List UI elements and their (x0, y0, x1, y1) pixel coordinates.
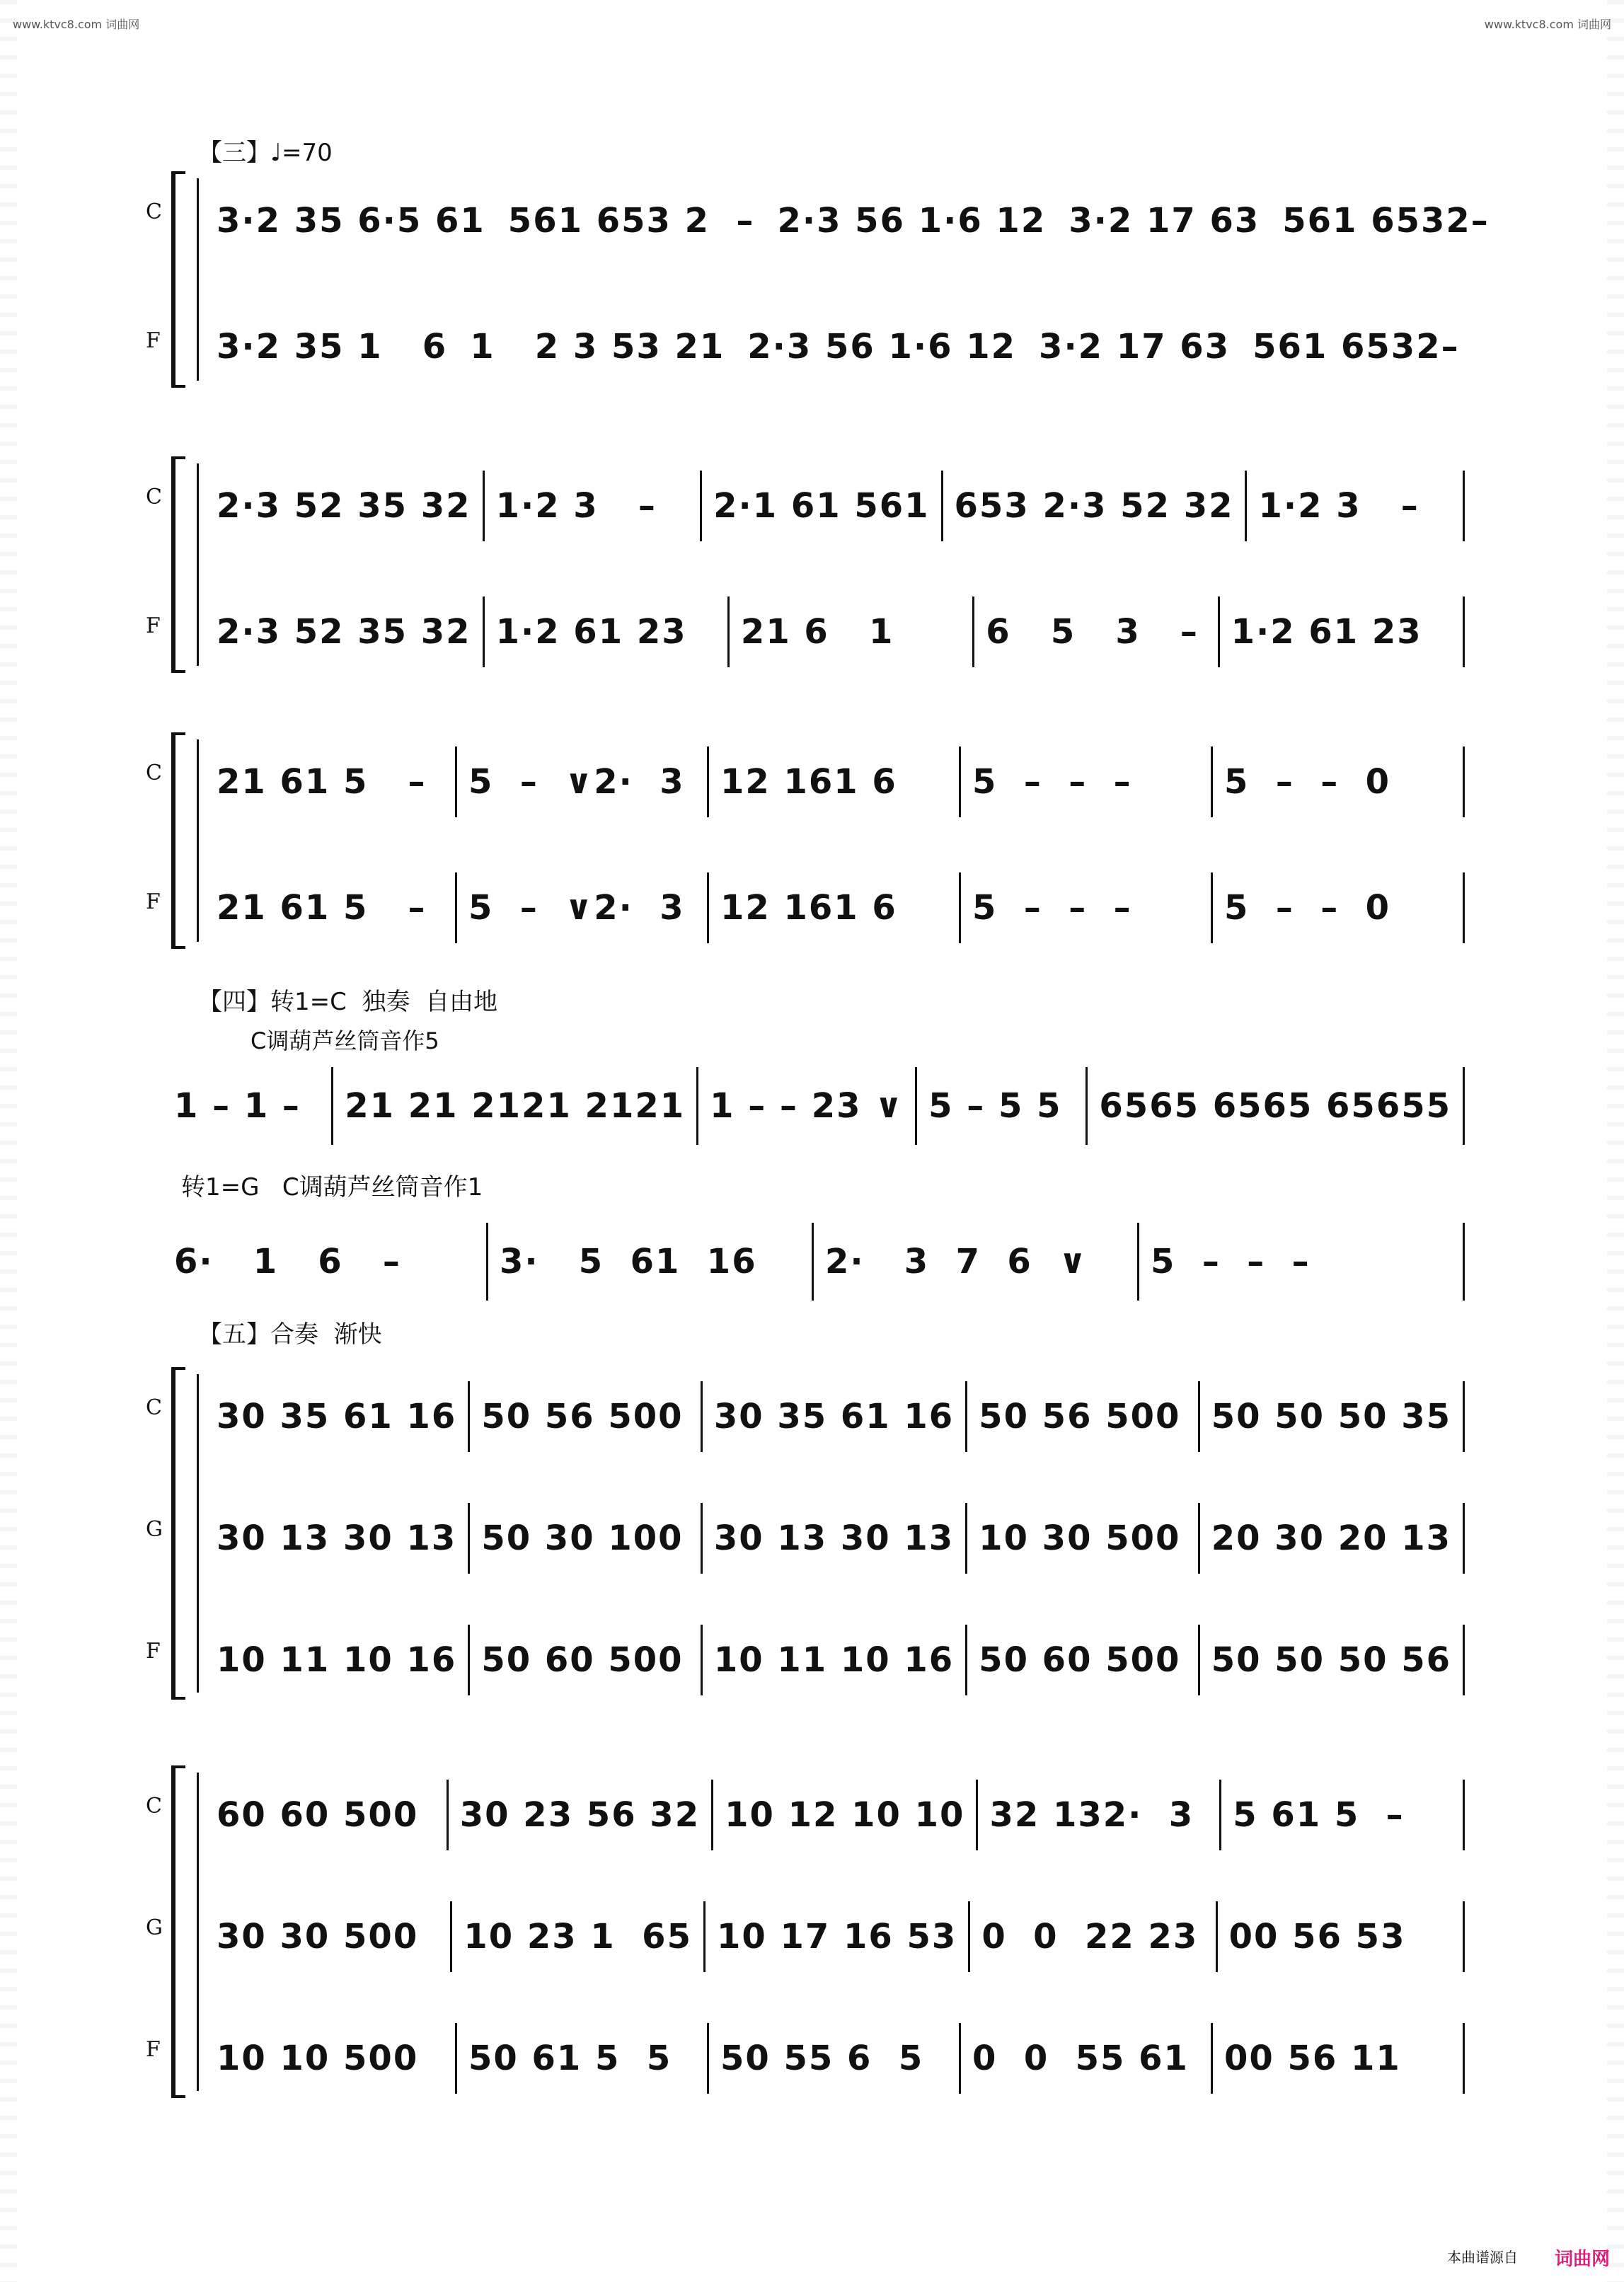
barline (1463, 872, 1465, 943)
instrument-label: C (146, 485, 162, 509)
measure: 21 61 5 – (217, 888, 427, 928)
measure: 3·2 35 6·5 61 (217, 201, 485, 241)
measure: 1 – – 23 ∨ (710, 1086, 904, 1126)
barline (1463, 1901, 1465, 1972)
measure: 00 56 53 (1228, 1917, 1406, 1957)
key-change-label: 转1=G C调葫芦丝筒音作1 (181, 1173, 483, 1201)
measure: 2·3 56 1·6 12 (747, 327, 1017, 367)
measure: 30 23 56 32 (459, 1795, 701, 1835)
measure: 50 50 50 56 (1211, 1640, 1452, 1680)
measure: 2·3 52 35 32 (217, 612, 471, 652)
left-watermark-strip (0, 0, 17, 2282)
footer-logo: 词曲网 (1554, 2249, 1610, 2270)
barline (1463, 597, 1465, 667)
measure: 2·3 52 35 32 (217, 486, 471, 526)
measure: 5 – ∨2· 3 (468, 888, 685, 928)
measure: 12 161 6 (720, 888, 897, 928)
measure: 50 56 500 (979, 1397, 1181, 1436)
system-brace (171, 171, 185, 388)
staff-g (205, 1901, 1465, 1972)
score-system-3 (142, 732, 1465, 949)
staff-solo (163, 1067, 1465, 1145)
barline (1463, 747, 1465, 817)
measure: 5 – – – (972, 762, 1132, 802)
instrument-label: F (146, 2037, 161, 2062)
system-brace (171, 732, 185, 949)
system-line (197, 1773, 199, 2091)
barline (1463, 1503, 1465, 1574)
measure: 10 17 16 53 (716, 1917, 957, 1957)
measure: 6· 1 6 – (174, 1242, 401, 1281)
measure: 2·3 56 1·6 12 (777, 201, 1047, 241)
staff-c (205, 1780, 1465, 1850)
staff-c (205, 185, 1490, 256)
measure: 653 2·3 52 32 (954, 486, 1234, 526)
measure: 10 10 500 (217, 2039, 419, 2078)
score-system-4 (142, 1367, 1465, 1700)
system-line (197, 178, 199, 381)
measure: 30 35 61 16 (217, 1397, 457, 1436)
measure: 50 56 500 (481, 1397, 684, 1436)
section-label-4: 【四】转1=C 独奏 自由地 (198, 988, 498, 1016)
measure: 21 6 1 (740, 612, 894, 652)
barline (1463, 471, 1465, 541)
staff-f (205, 1625, 1465, 1695)
footer-source-text: 本曲谱源自 (1447, 2249, 1518, 2266)
staff-c (205, 747, 1465, 817)
measure: 32 132· 3 (989, 1795, 1194, 1835)
staff-c (205, 471, 1465, 541)
barline (1463, 1625, 1465, 1695)
measure: 20 30 20 13 (1211, 1519, 1452, 1558)
measure: 50 50 50 35 (1211, 1397, 1452, 1436)
instrument-label: F (146, 1639, 161, 1664)
score-system-solo-1 (142, 1067, 1465, 1145)
instrument-label: G (146, 1915, 163, 1940)
system-line (197, 1374, 199, 1693)
measure: 6565 6565 65655 (1099, 1086, 1452, 1126)
measure: 30 30 500 (217, 1917, 419, 1957)
system-brace (171, 1367, 185, 1700)
score-system-5 (142, 1765, 1465, 2098)
measure: 10 11 10 16 (713, 1640, 955, 1680)
measure: 6 5 3 – (986, 612, 1199, 652)
measure: 10 23 1 65 (463, 1917, 692, 1957)
section-label-5: 【五】合奏 渐快 (198, 1320, 382, 1349)
instrument-label: G (146, 1517, 163, 1542)
measure: 10 11 10 16 (217, 1640, 457, 1680)
measure: 30 13 30 13 (713, 1519, 955, 1558)
instrument-label: F (146, 889, 161, 914)
section-label-3: 【三】♩=70 (198, 139, 333, 167)
barline (1463, 2023, 1465, 2094)
measure: 50 55 6 5 (720, 2039, 924, 2078)
measure: 1·2 3 – (495, 486, 657, 526)
measure: 3·2 17 63 (1039, 327, 1231, 367)
barline (1463, 1780, 1465, 1850)
barline (1463, 1381, 1465, 1452)
measure: 60 60 500 (217, 1795, 419, 1835)
measure: 1 – 1 – (174, 1086, 301, 1126)
system-line (197, 463, 199, 666)
right-watermark-strip (1607, 0, 1624, 2282)
measure: 21 21 2121 2121 (345, 1086, 686, 1126)
measure: 3·2 17 63 (1069, 201, 1260, 241)
instrument-label: C (146, 1395, 162, 1420)
staff-f (205, 311, 1465, 382)
score-system-solo-2 (142, 1223, 1465, 1301)
measure: 50 61 5 5 (468, 2039, 672, 2078)
measure: 21 61 5 – (217, 762, 427, 802)
staff-g (205, 1503, 1465, 1574)
measure: 5 61 5 – (1233, 1795, 1405, 1835)
staff-solo (163, 1223, 1465, 1301)
measure: 50 30 100 (481, 1519, 684, 1558)
measure: 561 653 2 – (507, 201, 755, 241)
system-brace (171, 1765, 185, 2098)
system-brace (171, 456, 185, 673)
measure: 5 – 5 5 (928, 1086, 1062, 1126)
system-line (197, 739, 199, 942)
measure: 3· 5 61 16 (500, 1242, 757, 1281)
measure: 10 12 10 10 (725, 1795, 965, 1835)
measure: 00 56 11 (1224, 2039, 1401, 2078)
score-system-1 (142, 171, 1490, 388)
header-site-left: www.ktvc8.com 词曲网 (13, 18, 140, 31)
measure: 3·2 35 1 6 (217, 327, 448, 367)
instrument-label: C (146, 1794, 162, 1819)
measure: 12 161 6 (720, 762, 897, 802)
staff-f (205, 872, 1465, 943)
measure: 1·2 61 23 (495, 612, 687, 652)
staff-f (205, 2023, 1465, 2094)
measure: 5 – – – (1151, 1242, 1311, 1281)
measure: 10 30 500 (979, 1519, 1181, 1558)
section-sub-label: C调葫芦丝筒音作5 (250, 1027, 439, 1054)
measure: 30 13 30 13 (217, 1519, 457, 1558)
measure: 2·1 61 561 (713, 486, 930, 526)
instrument-label: C (146, 761, 162, 785)
measure: 0 0 55 61 (972, 2039, 1189, 2078)
measure: 5 – – 0 (1224, 762, 1391, 802)
barline (1463, 1067, 1465, 1145)
measure: 1·2 3 – (1258, 486, 1419, 526)
measure: 561 6532– (1282, 201, 1490, 241)
barline (1463, 1223, 1465, 1301)
instrument-label: F (146, 613, 161, 638)
measure: 5 – ∨2· 3 (468, 762, 685, 802)
measure: 561 6532– (1252, 327, 1460, 367)
measure: 5 – – 0 (1224, 888, 1391, 928)
instrument-label: F (146, 328, 161, 353)
measure: 2· 3 7 6 ∨ (825, 1242, 1088, 1281)
header-site-right: www.ktvc8.com 词曲网 (1484, 18, 1611, 31)
staff-c (205, 1381, 1465, 1452)
score-system-2 (142, 456, 1465, 673)
measure: 50 60 500 (481, 1640, 684, 1680)
measure: 50 60 500 (979, 1640, 1181, 1680)
staff-f (205, 597, 1465, 667)
instrument-label: C (146, 200, 162, 224)
measure: 0 0 22 23 (981, 1917, 1199, 1957)
measure: 30 35 61 16 (713, 1397, 955, 1436)
measure: 1 2 3 53 21 (470, 327, 725, 367)
measure: 1·2 61 23 (1231, 612, 1422, 652)
measure: 5 – – – (972, 888, 1132, 928)
